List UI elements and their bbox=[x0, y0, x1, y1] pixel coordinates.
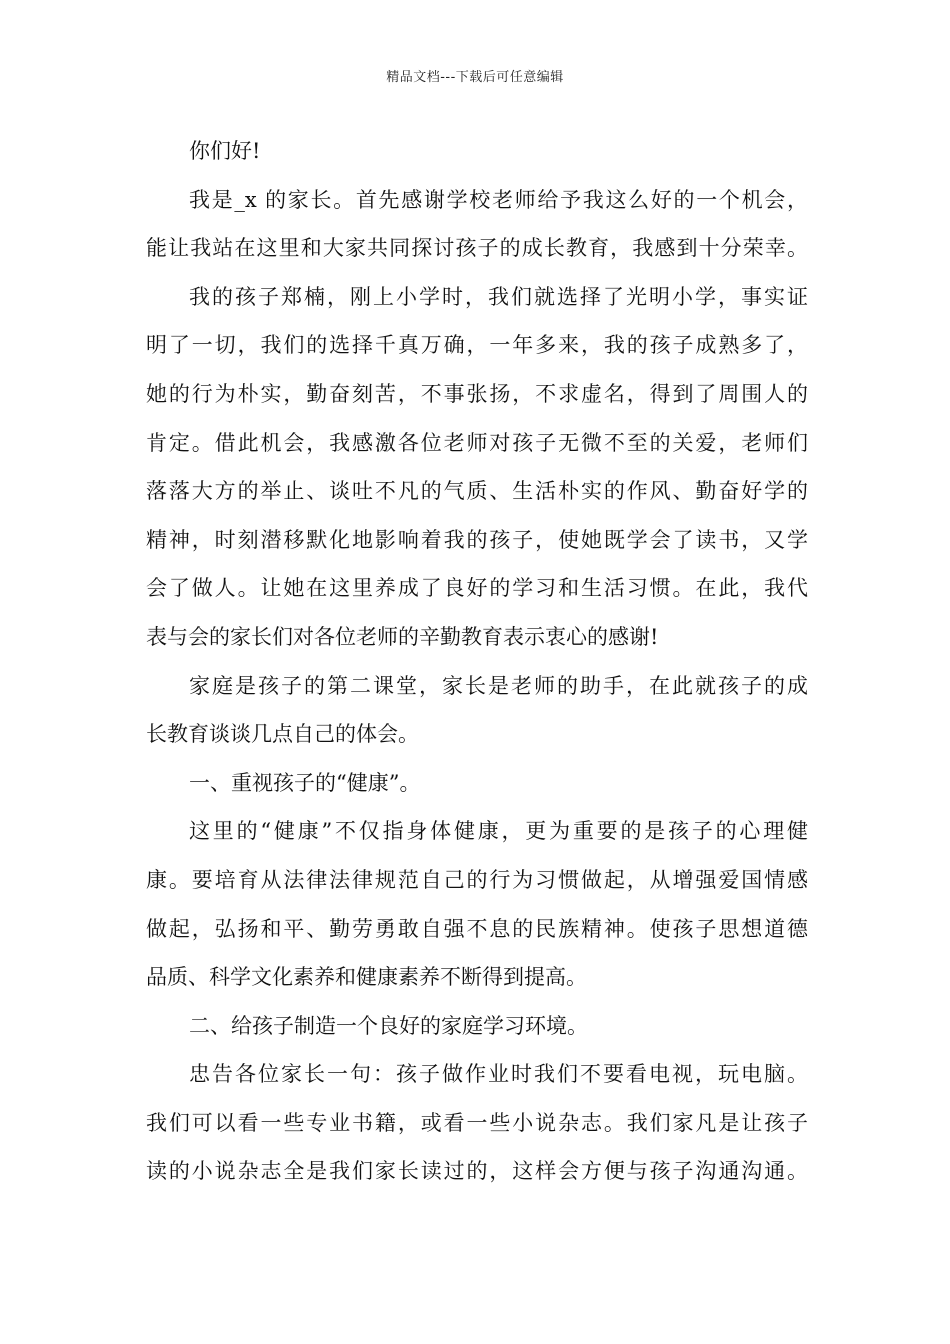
paragraph-line: 读的小说杂志全是我们家长读过的，这样会方便与孩子沟通沟通。 bbox=[146, 1159, 808, 1184]
section-heading: 二、给孩子制造一个良好的家庭学习环境。 bbox=[189, 1013, 588, 1038]
greeting-line: 你们好! bbox=[189, 139, 261, 163]
paragraph-line: 忠告各位家长一句：孩子做作业时我们不要看电视，玩电脑。 bbox=[189, 1062, 808, 1087]
paragraph-line: 长教育谈谈几点自己的体会。 bbox=[146, 722, 419, 747]
paragraph-line: 肯定。借此机会，我感激各位老师对孩子无微不至的关爱，老师们 bbox=[146, 430, 808, 455]
paragraph-line: 我们可以看一些专业书籍，或看一些小说杂志。我们家凡是让孩子 bbox=[146, 1110, 808, 1135]
paragraph-line: 精神，时刻潜移默化地影响着我的孩子，使她既学会了读书，又学 bbox=[146, 527, 808, 552]
paragraph-line: 我的孩子郑楠，刚上小学时，我们就选择了光明小学，事实证 bbox=[189, 284, 808, 309]
paragraph-line: 落落大方的举止、谈吐不凡的气质、生活朴实的作风、勤奋好学的 bbox=[146, 479, 808, 504]
paragraph-line: 康。要培育从法律法律规范自己的行为习惯做起，从增强爱国情感 bbox=[146, 867, 808, 892]
paragraph-line: 会了做人。让她在这里养成了良好的学习和生活习惯。在此，我代 bbox=[146, 576, 808, 601]
paragraph-line: 品质、科学文化素养和健康素养不断得到提高。 bbox=[146, 965, 587, 990]
section-heading: 一、重视孩子的“健康”。 bbox=[189, 770, 421, 795]
document-body bbox=[146, 127, 808, 1196]
paragraph-line: 做起，弘扬和平、勤劳勇敢自强不息的民族精神。使孩子思想道德 bbox=[146, 916, 808, 941]
page-header: 精品文档---下载后可任意编辑 bbox=[386, 70, 564, 85]
paragraph-line: 能让我站在这里和大家共同探讨孩子的成长教育，我感到十分荣幸。 bbox=[146, 236, 808, 261]
paragraph-line: 表与会的家长们对各位老师的辛勤教育表示衷心的感谢! bbox=[146, 624, 659, 649]
paragraph-line: 明了一切，我们的选择千真万确，一年多来，我的孩子成熟多了， bbox=[146, 333, 808, 358]
paragraph-line: 这里的“健康”不仅指身体健康，更为重要的是孩子的心理健 bbox=[189, 819, 808, 844]
paragraph-line: 家庭是孩子的第二课堂，家长是老师的助手，在此就孩子的成 bbox=[189, 673, 808, 698]
paragraph-line: 我是_x 的家长。首先感谢学校老师给予我这么好的一个机会， bbox=[189, 187, 808, 212]
paragraph-line: 她的行为朴实，勤奋刻苦，不事张扬，不求虚名，得到了周围人的 bbox=[146, 381, 808, 406]
